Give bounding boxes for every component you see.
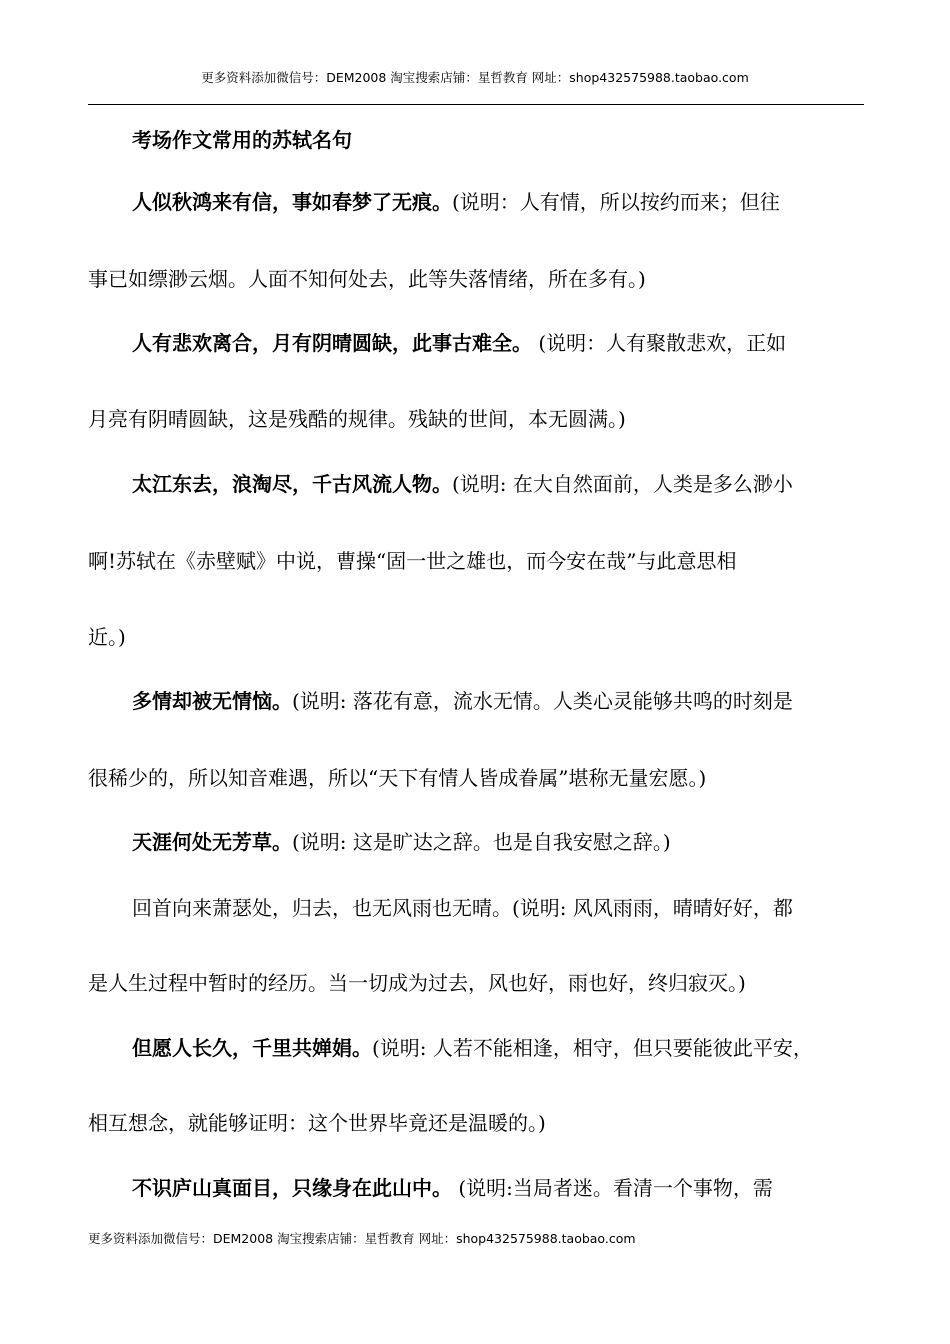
entry-1-line-2: 事已如缥渺云烟。人面不知何处去，此等失落情绪，所在多有。) (88, 267, 646, 291)
entry-8-line-1 (132, 1174, 773, 1202)
entry-5-line-1 (132, 828, 671, 856)
entry-4-line-1 (132, 687, 793, 715)
entry-2-line-1 (132, 329, 786, 357)
entry-8-note: (说明:当局者迷。看清一个事物，需 (452, 1176, 773, 1200)
entry-1-quote: 人似秋鸿来有信，事如春梦了无痕。 (132, 190, 452, 214)
entry-3-line-1 (132, 470, 793, 498)
entry-7-line-2: 相互想念，就能够证明：这个世界毕竟还是温暖的。) (88, 1111, 546, 1135)
header-rule (88, 104, 864, 105)
page-title: 考场作文常用的苏轼名句 (132, 128, 352, 152)
entry-4-note: (说明: 落花有意，流水无情。人类心灵能够共鸣的时刻是 (292, 689, 793, 713)
entry-3-line-2: 啊!苏轼在《赤壁赋》中说，曹操“固一世之雄也，而今安在哉”与此意思相 (88, 549, 737, 573)
entry-3-quote: 太江东去，浪淘尽，千古风流人物。 (132, 472, 452, 496)
entry-8-quote: 不识庐山真面目，只缘身在此山中。 (132, 1176, 452, 1200)
entry-3-line-3: 近。) (88, 625, 126, 649)
entry-4-line-2: 很稀少的，所以知音难遇，所以“天下有情人皆成眷属”堪称无量宏愿。) (88, 766, 707, 790)
page-header: 更多资料添加微信号：DEM2008 淘宝搜索店铺：星哲教育 网址：shop432575988.taobao.com (201, 70, 749, 85)
page-footer: 更多资料添加微信号：DEM2008 淘宝搜索店铺：星哲教育 网址：shop432575988.taobao.com (88, 1231, 636, 1246)
entry-1-note: (说明：人有情，所以按约而来；但往 (452, 190, 780, 214)
entry-3-note: (说明: 在大自然面前，人类是多么渺小 (452, 472, 793, 496)
entry-5-quote: 天涯何处无芳草。 (132, 830, 292, 854)
entry-7-line-1 (132, 1034, 813, 1062)
entry-2-line-2: 月亮有阴晴圆缺，这是残酷的规律。残缺的世间，本无圆满。) (88, 407, 626, 431)
entry-2-quote: 人有悲欢离合，月有阴晴圆缺，此事古难全。 (132, 331, 532, 355)
entry-6-line-1: 回首向来萧瑟处，归去，也无风雨也无晴。(说明: 风风雨雨，晴晴好好，都 (132, 896, 793, 920)
entry-7-note: (说明: 人若不能相逢，相守，但只要能彼此平安， (372, 1036, 813, 1060)
entry-4-quote: 多情却被无情恼。 (132, 689, 292, 713)
entry-7-quote: 但愿人长久，千里共婵娟。 (132, 1036, 372, 1060)
entry-6-line-2: 是人生过程中暂时的经历。当一切成为过去，风也好，雨也好，终归寂灭。) (88, 971, 746, 995)
entry-2-note: (说明：人有聚散悲欢，正如 (532, 331, 787, 355)
entry-1-line-1 (132, 188, 780, 216)
entry-5-note: (说明: 这是旷达之辞。也是自我安慰之辞。) (292, 830, 671, 854)
